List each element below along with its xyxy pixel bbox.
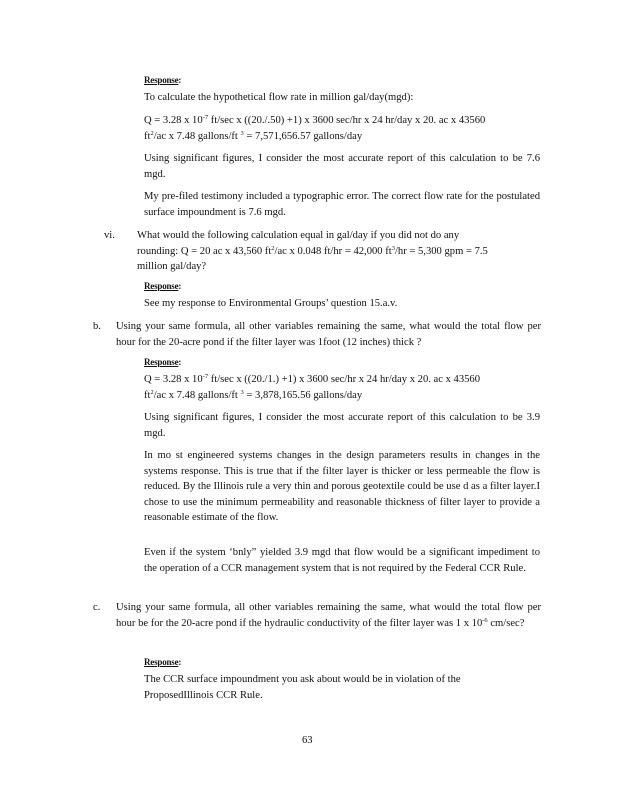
- response-label: Response:: [144, 75, 182, 85]
- equation-line-2: $ft^2/ac$ x 7.48 gallons/ft $^3$ = 7,571,656.57 gallons/day: [144, 129, 363, 142]
- question-b: Using your same formula, all other variables remaining the same, what would the total flow per hour for the 20-acre pond if the filter layer was 1foot (12 inches) thick ?: [116, 321, 541, 348]
- intro-text: To calculate the hypothetical flow rate in million gal/day(mgd):: [144, 92, 414, 103]
- list-marker-vi: vi.: [104, 230, 115, 241]
- response-label: Response:: [144, 657, 182, 667]
- equation-line-1: Q = 3.28 x $10^{-7}$ ft/sec x ((20./1.) +1) x 3600 sec/hr x 24 hr/day x 20. ac x 43560: [144, 373, 481, 385]
- response-label: Response:: [144, 281, 182, 291]
- equation-line-2: $ft^2/ac$ x 7.48 gallons/ft $^3$ = 3,878,165.56 gallons/day: [144, 388, 363, 401]
- flow-equation: [144, 113, 544, 144]
- response-paragraph: My pre-filed testimony included a typographic error. The correct flow rate for the postulated surface impoundment is 7.6 mgd.: [144, 191, 540, 218]
- question-vi: What would the following calculation equal in gal/day if you did not do any rounding: Q = 20 ac x 43,560 $ft^2/ac$ x 0.048 ft/hr = 42,000 $ft^3/hr = 5,300$ gpm = 7.5 million gal/day?: [137, 230, 488, 272]
- equation-line-1: Q = 3.28 x $10^{-7}$ ft/sec x ((20./.50) +1) x 3600 sec/hr x 24 hr/day x 20. ac x 43560: [144, 114, 486, 126]
- response-label: Response:: [144, 357, 182, 367]
- response-paragraph: In mo st engineered systems changes in the design parameters results in changes in the systems response. This is true that if the filter layer is thicker or less permeable the flow is reduced. By the Illinois rule a very thin and porous geotextile could be use d as a filter layer.I chose to use the minimum permeability and reasonable thickness of filter layer to provide a reasonable estimate of the flow.: [144, 450, 540, 523]
- response-label-text: Response: [144, 75, 179, 85]
- response-vi: See my response to Environmental Groups’ question 15.a.v.: [144, 298, 398, 309]
- response-paragraph: Even if the system ‘bnly” yielded 3.9 mgd that flow would be a significant impediment to the operation of a CCR management system that is not required by the Federal CCR Rule.: [144, 547, 540, 574]
- list-marker-c: c.: [93, 602, 101, 613]
- response-c: The CCR surface impoundment you ask about would be in violation of the ProposedIllinois CCR Rule.: [144, 674, 461, 701]
- flow-equation: [144, 372, 544, 403]
- question-c: Using your same formula, all other variables remaining the same, what would the total flow per hour be for the 20-acre pond if the hydraulic conductivity of the filter layer was 1 x $10^{-6}$ cm/sec?: [116, 602, 541, 629]
- response-intro: [144, 90, 544, 106]
- response-paragraph: Using significant figures, I consider the most accurate report of this calculation to be 3.9 mgd.: [144, 412, 540, 439]
- page-number: 63: [302, 735, 313, 746]
- list-marker-b: b.: [93, 321, 101, 332]
- response-paragraph: Using significant figures, I consider the most accurate report of this calculation to be 7.6 mgd.: [144, 153, 540, 180]
